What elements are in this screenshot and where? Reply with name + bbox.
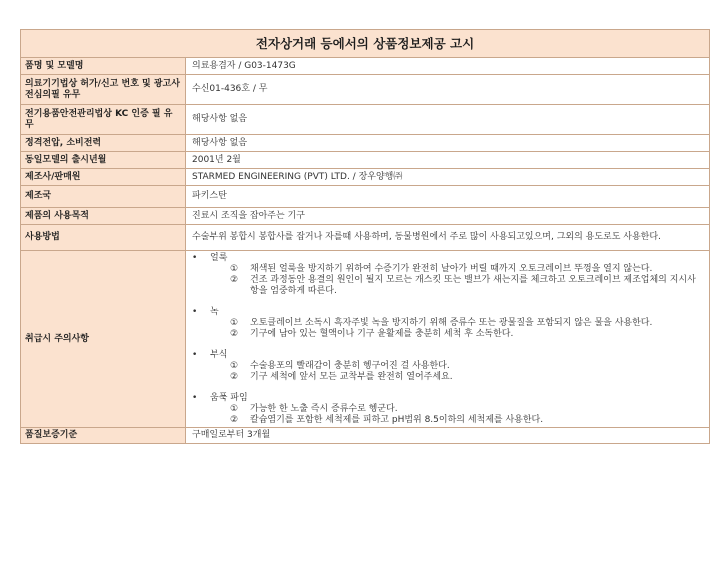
- item-number: ①: [230, 318, 239, 328]
- row-value: 파키스탄: [186, 186, 710, 208]
- section-heading: 부식: [210, 350, 228, 360]
- item-text: 칼슘염기를 포함한 세척제를 피하고 pH범위 8.5이하의 세척제를 사용한다.: [250, 415, 544, 425]
- bullet: •: [192, 307, 198, 317]
- item-number: ②: [230, 329, 239, 339]
- row-value: 진료시 조직을 잡아주는 기구: [186, 208, 710, 225]
- title-row: [21, 30, 710, 58]
- item-text: 채색된 얼룩을 방지하기 위하여 수증기가 완전히 날아가 버릴 때까지 오토크레이브 뚜껑을 열지 않는다.: [250, 264, 653, 274]
- table-row: [21, 75, 710, 105]
- table-row: [21, 58, 710, 75]
- section-heading: 녹: [210, 307, 219, 317]
- row-value: 수신01-436호 / 무: [186, 75, 710, 105]
- row-label: 제조국: [21, 186, 186, 208]
- item-text: 수술용포의 빨래감이 충분히 헹구어진 걸 사용한다.: [250, 361, 450, 371]
- bullet: •: [192, 350, 198, 360]
- bullet: •: [192, 393, 198, 403]
- table-row: [21, 169, 710, 186]
- care-section: [192, 350, 703, 383]
- item-text: 기구에 남아 있는 혈액이나 기구 윤활제를 충분히 세척 후 소독한다.: [250, 329, 514, 339]
- row-value: 해당사항 없음: [186, 105, 710, 135]
- care-section: [192, 307, 703, 340]
- warranty-row: [21, 428, 710, 444]
- bullet: •: [192, 253, 198, 263]
- row-label: 동일모델의 출시년월: [21, 152, 186, 169]
- row-label: 의료기기법상 허가/신고 번호 및 광고사전심의필 유무: [21, 75, 186, 105]
- product-info-table: [20, 29, 710, 444]
- row-label: 정격전압, 소비전력: [21, 135, 186, 152]
- item-text: 오토클레이브 소독시 흑자주빛 녹을 방지하기 위해 증류수 또는 광물질을 포함되지 않은 물을 사용한다.: [250, 318, 653, 328]
- table-row: [21, 135, 710, 152]
- item-text: 기구 세척에 앞서 모든 교착부를 완전히 열어주세요.: [250, 372, 453, 382]
- care-section: [192, 253, 703, 297]
- row-label: 제조사/판매원: [21, 169, 186, 186]
- section-heading: 얼룩: [210, 253, 228, 263]
- warranty-value: 구매일로부터 3개월: [186, 428, 710, 444]
- table-row: [21, 152, 710, 169]
- item-number: ①: [230, 264, 239, 274]
- section-heading: 움푹 파임: [210, 393, 248, 403]
- row-label: 사용방법: [21, 225, 186, 251]
- row-value: 2001년 2월: [186, 152, 710, 169]
- table-row: [21, 186, 710, 208]
- warranty-label: 품질보증기준: [21, 428, 186, 444]
- item-text: 건조 과정동안 용결의 원인이 될지 모르는 개스킷 또는 밸브가 새는지를 체크하고 오토크레이브 제조업체의 지시사항을 엄중하게 따른다.: [250, 275, 696, 296]
- item-text: 가능한 한 노출 즉시 증류수로 헹군다.: [250, 404, 398, 414]
- notice-title: 전자상거래 등에서의 상품정보제공 고시: [21, 30, 710, 58]
- item-number: ①: [230, 404, 239, 414]
- row-label: 제품의 사용목적: [21, 208, 186, 225]
- row-label: 전기용품안전관리법상 KC 인증 필 유무: [21, 105, 186, 135]
- care-row: [21, 251, 710, 428]
- item-number: ②: [230, 372, 239, 382]
- table-row: [21, 208, 710, 225]
- care-section: [192, 393, 703, 426]
- row-label: 품명 및 모델명: [21, 58, 186, 75]
- table-row: [21, 105, 710, 135]
- row-value: STARMED ENGINEERING (PVT) LTD. / 장우양행㈜: [186, 169, 710, 186]
- care-instructions: [186, 251, 710, 428]
- care-label: 취급시 주의사항: [21, 251, 186, 428]
- item-number: ②: [230, 275, 239, 285]
- table-row: [21, 225, 710, 251]
- item-number: ②: [230, 415, 239, 425]
- row-value: 수술부위 봉합시 봉합사를 잡거나 자를때 사용하며, 동물병원에서 주로 많이 사용되고있으며, 그외의 용도로도 사용한다.: [186, 225, 710, 251]
- row-value: 의료용겸자 / G03-1473G: [186, 58, 710, 75]
- row-value: 해당사항 없음: [186, 135, 710, 152]
- item-number: ①: [230, 361, 239, 371]
